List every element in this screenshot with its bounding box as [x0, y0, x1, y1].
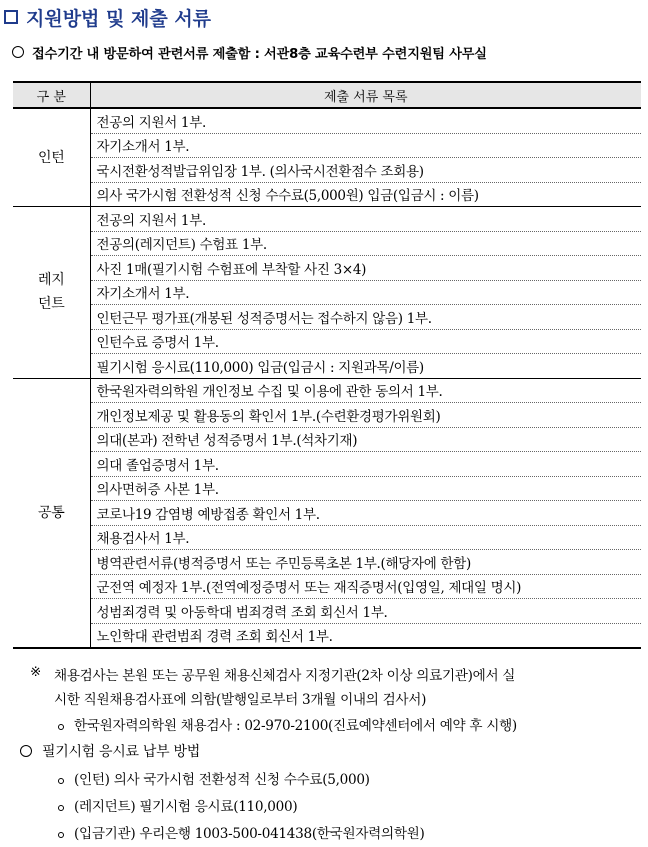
- document-item: 성범죄경력 및 아동학대 범죄경력 조회 회신서 1부.: [90, 599, 641, 624]
- note-line-1: 채용검사는 본원 또는 공무원 채용신체검사 지정기관(2차 이상 의료기관)에서 실: [54, 668, 516, 684]
- table-row: [13, 207, 641, 232]
- document-item: 인턴근무 평가표(개봉된 성적증명서는 접수하지 않음) 1부.: [90, 305, 641, 330]
- table-row: [13, 280, 641, 305]
- document-item: 국시전환성적발급위임장 1부. (의사국시전환점수 조회용): [90, 158, 641, 183]
- table-row: [13, 108, 641, 133]
- note-line-2: 시한 직원채용검사표에 의함(발행일로부터 3개월 이내의 검사서): [54, 692, 427, 708]
- payment-item: [58, 822, 424, 842]
- submission-info-text: 접수기간 내 방문하여 관련서류 제출함 : 서관8층 교육수련부 수련지원팀 사무실: [32, 46, 487, 62]
- payment-item-text: (레지던트) 필기시험 응시료(110,000): [74, 799, 298, 815]
- note-sub-item: [58, 714, 517, 734]
- payment-title: [20, 741, 200, 761]
- section-title-text: 지원방법 및 제출 서류: [26, 7, 212, 30]
- document-item: 군전역 예정자 1부.(전역예정증명서 또는 재직증명서(입영일, 제대일 명시): [90, 574, 641, 599]
- small-circle-bullet-icon: [58, 805, 64, 811]
- table-row: [13, 476, 641, 501]
- category-cell: [13, 108, 90, 207]
- document-item: 전공의 지원서 1부.: [90, 108, 641, 133]
- payment-item-text: (입금기관) 우리은행 1003-500-041438(한국원자력의학원): [74, 826, 425, 842]
- document-item: 자기소개서 1부.: [90, 280, 641, 305]
- note-sub-text: 한국원자력의학원 채용검사 : 02-970-2100(진료예약센터에서 예약 후 시행): [74, 718, 517, 734]
- table-row: [13, 231, 641, 256]
- small-circle-bullet-icon: [58, 778, 64, 784]
- document-item: 코로나19 감염병 예방접종 확인서 1부.: [90, 501, 641, 526]
- document-item: 자기소개서 1부.: [90, 133, 641, 158]
- document-item: 전공의 지원서 1부.: [90, 207, 641, 232]
- document-item: 노인학대 관련범죄 경력 조회 회신서 1부.: [90, 623, 641, 648]
- circle-bullet-icon: [20, 745, 32, 757]
- document-item: 의사 국가시험 전환성적 신청 수수료(5,000원) 입금(입금시 : 이름): [90, 182, 641, 207]
- payment-item-text: (인턴) 의사 국가시험 전환성적 신청 수수료(5,000): [74, 772, 370, 788]
- table-row: [13, 599, 641, 624]
- table-row: [13, 403, 641, 428]
- note-mark: ※: [30, 664, 42, 680]
- document-item: 한국원자력의학원 개인정보 수집 및 이용에 관한 동의서 1부.: [90, 378, 641, 403]
- table-row: [13, 305, 641, 330]
- category-label: 레지: [38, 272, 65, 289]
- category-cell: [13, 378, 90, 648]
- table-row: [13, 256, 641, 281]
- document-item: 필기시험 응시료(110,000) 입금(입금시 : 지원과목/이름): [90, 354, 641, 379]
- category-label: 공통: [38, 504, 65, 521]
- document-item: 전공의(레지던트) 수험표 1부.: [90, 231, 641, 256]
- document-item: 개인정보제공 및 활용동의 확인서 1부.(수련환경평가위원회): [90, 403, 641, 428]
- small-circle-bullet-icon: [58, 832, 64, 838]
- category-label: 던트: [38, 296, 65, 313]
- circle-bullet-icon: [12, 46, 24, 58]
- table-row: [13, 182, 641, 207]
- documents-table: [13, 81, 641, 649]
- table-header-row: [13, 82, 641, 108]
- table-row: [13, 378, 641, 403]
- table-row: [13, 329, 641, 354]
- small-circle-bullet-icon: [58, 724, 64, 730]
- table-row: [13, 427, 641, 452]
- document-item: 병역관련서류(병적증명서 또는 주민등록초본 1부.(해당자에 한함): [90, 550, 641, 575]
- document-item: 채용검사서 1부.: [90, 525, 641, 550]
- table-row: [13, 354, 641, 379]
- header-category: 구 분: [13, 82, 90, 108]
- payment-item: [58, 768, 370, 788]
- payment-title-text: 필기시험 응시료 납부 방법: [42, 744, 200, 760]
- category-label: 인턴: [38, 149, 65, 166]
- table-row: [13, 550, 641, 575]
- table-row: [13, 452, 641, 477]
- section-title: [4, 4, 211, 30]
- document-item: 의사면허증 사본 1부.: [90, 476, 641, 501]
- table-row: [13, 623, 641, 648]
- category-cell: [13, 207, 90, 379]
- document-item: 사진 1매(필기시험 수험표에 부착할 사진 3×4): [90, 256, 641, 281]
- document-item: 의대(본과) 전학년 성적증명서 1부.(석차기재): [90, 427, 641, 452]
- table-row: [13, 158, 641, 183]
- square-bullet-icon: [4, 10, 18, 24]
- table-row: [13, 133, 641, 158]
- document-item: 의대 졸업증명서 1부.: [90, 452, 641, 477]
- table-body: [13, 108, 641, 648]
- submission-info: [12, 40, 487, 64]
- header-documents: 제출 서류 목록: [90, 82, 641, 108]
- payment-item: [58, 795, 297, 815]
- table-row: [13, 501, 641, 526]
- document-item: 인턴수료 증명서 1부.: [90, 329, 641, 354]
- table-row: [13, 574, 641, 599]
- table-row: [13, 525, 641, 550]
